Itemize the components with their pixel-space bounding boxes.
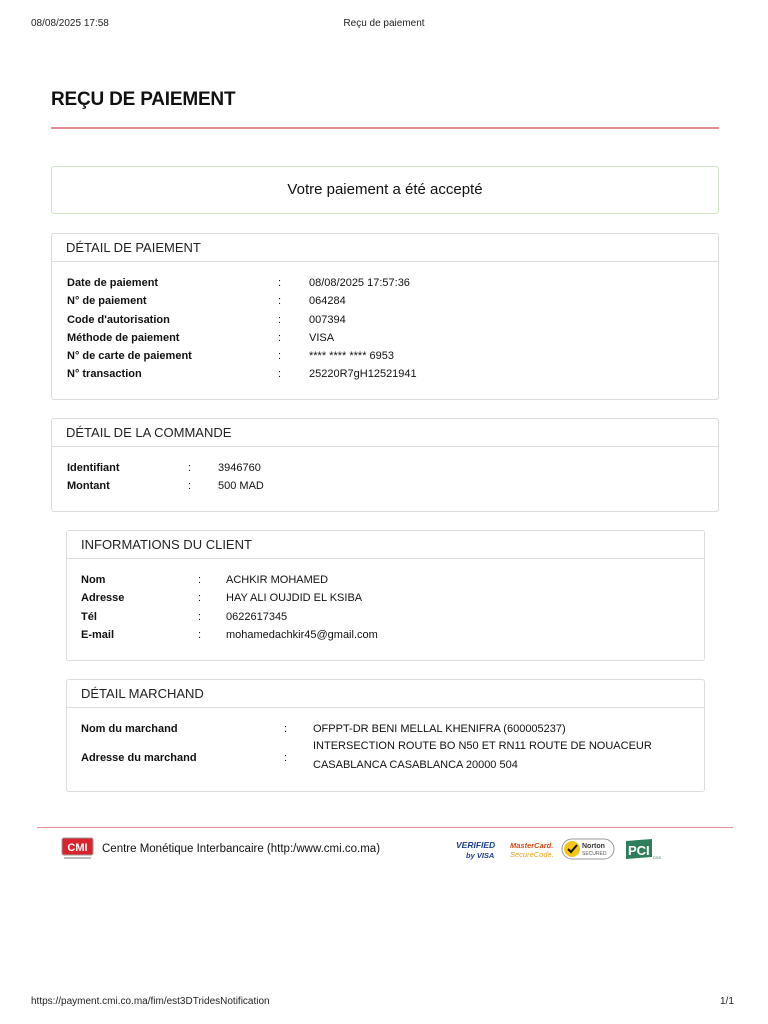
row-value: OFPPT-DR BENI MELLAL KHENIFRA (600005237) xyxy=(313,723,566,735)
svg-text:VERIFIED: VERIFIED xyxy=(456,840,496,850)
row-value: 25220R7gH12521941 xyxy=(309,368,417,381)
verified-by-visa-logo xyxy=(456,840,495,860)
row-separator: : xyxy=(278,350,282,363)
title-divider xyxy=(51,127,719,129)
client-row-address xyxy=(67,592,704,610)
row-label: N° de carte de paiement xyxy=(67,350,192,363)
mastercard-securecode-logo xyxy=(510,841,554,859)
merchant-detail-panel xyxy=(66,679,705,792)
pci-logo xyxy=(626,839,662,860)
row-separator: : xyxy=(198,592,202,605)
row-value: 3946760 xyxy=(218,462,261,474)
row-value: **** **** **** 6953 xyxy=(309,350,395,363)
payment-detail-heading: DÉTAIL DE PAIEMENT xyxy=(52,234,718,262)
print-tab-title: Reçu de paiement xyxy=(343,18,425,29)
row-label: Montant xyxy=(67,480,110,493)
row-separator: : xyxy=(198,628,202,641)
row-separator: : xyxy=(188,462,192,474)
row-value: INTERSECTION ROUTE BO N50 ET RN11 ROUTE DE NOUACEUR CASABLANCA CASABLANCA 20000 504 xyxy=(313,740,652,771)
row-separator: : xyxy=(278,277,282,289)
row-label: Code d'autorisation xyxy=(67,313,170,326)
row-separator: : xyxy=(188,480,192,493)
order-row-id xyxy=(52,462,718,480)
row-label: N° de paiement xyxy=(67,295,147,308)
row-value: 064284 xyxy=(309,295,346,308)
svg-text:by VISA: by VISA xyxy=(466,851,495,860)
row-label: Adresse xyxy=(81,592,125,605)
merchant-row-address xyxy=(67,741,704,779)
cmi-logo xyxy=(61,837,95,866)
row-label: Méthode de paiement xyxy=(67,331,180,344)
order-detail-panel xyxy=(51,418,719,512)
row-label: Date de paiement xyxy=(67,277,159,289)
payment-detail-panel xyxy=(51,233,719,400)
row-value: HAY ALI OUJDID EL KSIBA xyxy=(226,592,363,605)
row-value: ACHKIR MOHAMED xyxy=(226,574,329,586)
row-label: Tél xyxy=(81,610,97,623)
payment-row-date xyxy=(52,277,718,295)
payment-accepted-banner: Votre paiement a été accepté xyxy=(51,166,719,214)
order-detail-heading: DÉTAIL DE LA COMMANDE xyxy=(52,419,718,447)
row-separator: : xyxy=(278,331,282,344)
svg-text:PCI: PCI xyxy=(628,843,650,858)
row-value: 08/08/2025 17:57:36 xyxy=(309,277,410,289)
client-row-name xyxy=(67,574,704,592)
page-number: 1/1 xyxy=(720,996,734,1007)
svg-text:SecureCode.: SecureCode. xyxy=(510,850,554,859)
row-label: E-mail xyxy=(81,628,115,641)
row-separator: : xyxy=(198,574,202,586)
svg-text:DSS: DSS xyxy=(653,855,662,860)
row-value: mohamedachkir45@gmail.com xyxy=(226,628,378,641)
row-value: 007394 xyxy=(309,313,346,326)
row-separator: : xyxy=(198,610,202,623)
row-separator: : xyxy=(278,313,282,326)
client-row-phone xyxy=(67,611,704,629)
client-row-email xyxy=(67,629,704,647)
row-label: Nom xyxy=(81,574,106,586)
row-label: N° transaction xyxy=(67,368,142,381)
cmi-logo-text: CMI xyxy=(67,842,88,854)
row-label: Nom du marchand xyxy=(81,723,178,735)
payment-row-method xyxy=(52,332,718,350)
row-separator: : xyxy=(278,368,282,381)
cmi-footer-text: Centre Monétique Interbancaire (http:/www.cmi.co.ma) xyxy=(102,843,381,855)
security-logos xyxy=(456,835,666,868)
row-separator: : xyxy=(284,723,288,735)
client-info-panel xyxy=(66,530,705,661)
payment-row-auth-code xyxy=(52,314,718,332)
payment-row-transaction xyxy=(52,368,718,386)
row-value: 0622617345 xyxy=(226,610,288,623)
row-separator: : xyxy=(278,295,282,308)
row-label: Adresse du marchand xyxy=(81,752,197,764)
row-label: Identifiant xyxy=(67,462,120,474)
payment-row-number xyxy=(52,295,718,313)
page-title: REÇU DE PAIEMENT xyxy=(51,89,236,110)
svg-text:MasterCard.: MasterCard. xyxy=(510,841,554,850)
client-info-heading: INFORMATIONS DU CLIENT xyxy=(67,531,704,559)
payment-row-card-number xyxy=(52,350,718,368)
print-datetime: 08/08/2025 17:58 xyxy=(31,18,109,29)
svg-text:SECURED: SECURED xyxy=(582,851,607,857)
norton-secured-logo xyxy=(562,839,614,859)
svg-text:Norton: Norton xyxy=(582,843,605,850)
row-value: VISA xyxy=(309,331,335,344)
row-separator: : xyxy=(284,752,288,764)
order-row-amount xyxy=(52,480,718,498)
footer-divider xyxy=(37,827,733,828)
print-url: https://payment.cmi.co.ma/fim/est3DTridesNotification xyxy=(31,996,270,1007)
row-value: 500 MAD xyxy=(218,480,264,493)
merchant-detail-heading: DÉTAIL MARCHAND xyxy=(67,680,704,708)
